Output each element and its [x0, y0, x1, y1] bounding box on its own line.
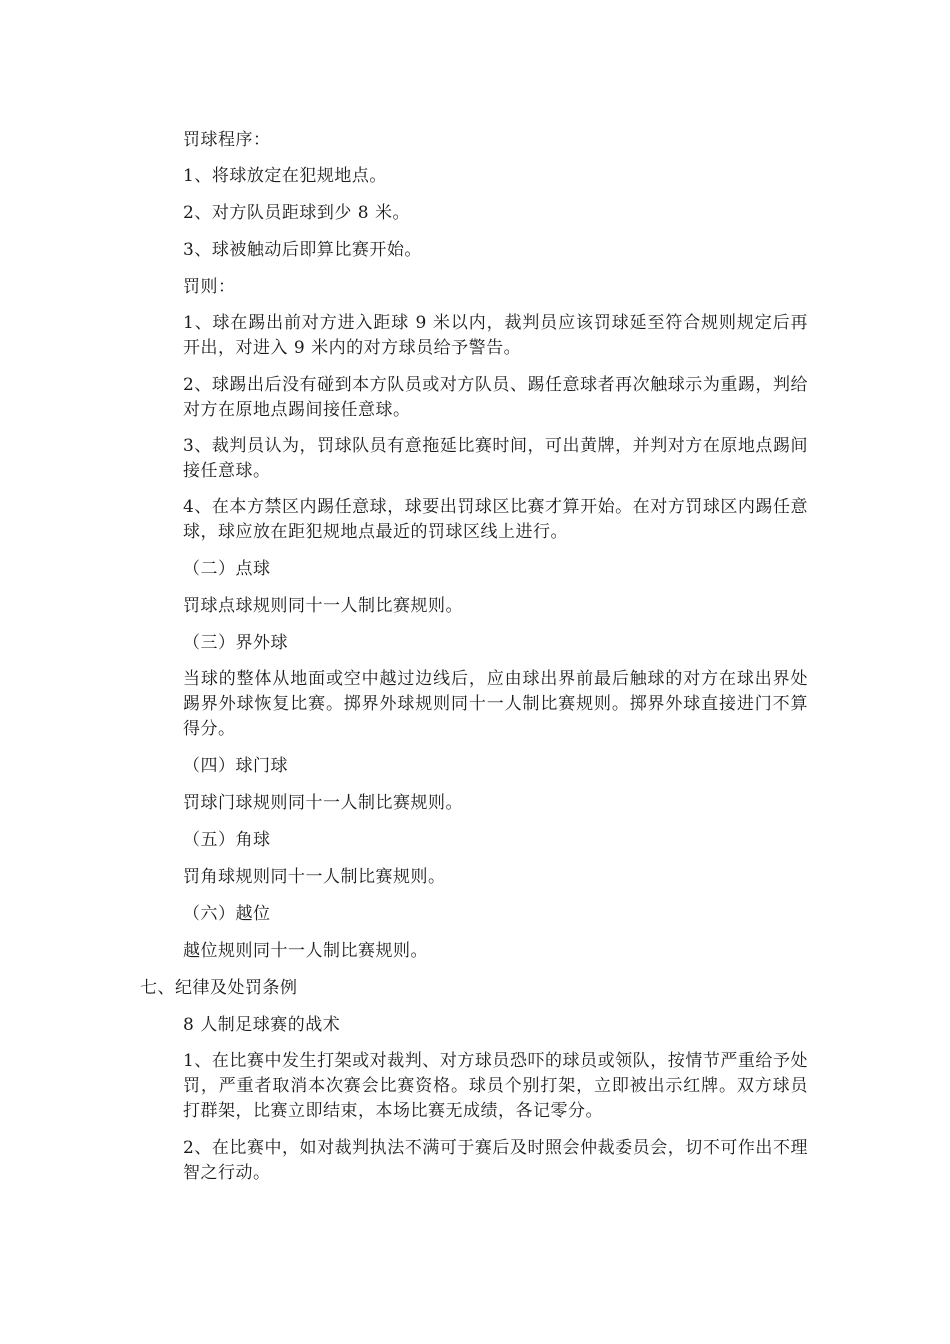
- subheading-corner-kick: （五）角球: [183, 830, 271, 850]
- paragraph: 8 人制足球赛的战术: [183, 1015, 341, 1035]
- paragraph: 4、在本方禁区内踢任意球，球要出罚球区比赛才算开始。在对方罚球区内踢任意球，球应放在距犯规地点最近的罚球区线上进行。: [183, 497, 808, 542]
- section-label-penalties: 罚则：: [183, 277, 236, 297]
- subheading-goal-kick: （四）球门球: [183, 756, 288, 776]
- paragraph: 1、将球放定在犯规地点。: [183, 166, 387, 186]
- paragraph: 3、裁判员认为，罚球队员有意拖延比赛时间，可出黄牌，并判对方在原地点踢间接任意球。: [183, 436, 808, 481]
- paragraph: 3、球被触动后即算比赛开始。: [183, 240, 422, 260]
- paragraph: 2、对方队员距球到少 8 米。: [183, 203, 410, 223]
- paragraph: 1、在比赛中发生打架或对裁判、对方球员恐吓的球员或领队，按情节严重给予处罚，严重者取消本次赛会比赛资格。球员个别打架，立即被出示红牌。双方球员打群架，比赛立即结束，本场比赛无成绩，各记零分。: [183, 1051, 808, 1121]
- paragraph: 罚角球规则同十一人制比赛规则。: [183, 867, 446, 887]
- paragraph: 罚球门球规则同十一人制比赛规则。: [183, 793, 463, 813]
- paragraph: 2、在比赛中，如对裁判执法不满可于赛后及时照会仲裁委员会，切不可作出不理智之行动。: [183, 1138, 808, 1183]
- paragraph: 当球的整体从地面或空中越过边线后，应由球出界前最后触球的对方在球出界处踢界外球恢复比赛。掷界外球规则同十一人制比赛规则。掷界外球直接进门不算得分。: [183, 669, 808, 739]
- section-heading-discipline: 七、纪律及处罚条例: [140, 978, 298, 998]
- subheading-offside: （六）越位: [183, 904, 271, 924]
- paragraph: 越位规则同十一人制比赛规则。: [183, 941, 428, 961]
- section-label-penalty-procedure: 罚球程序：: [183, 130, 271, 150]
- subheading-penalty-kick: （二）点球: [183, 559, 271, 579]
- subheading-throw-in: （三）界外球: [183, 633, 288, 653]
- paragraph: 1、球在踢出前对方进入距球 9 米以内，裁判员应该罚球延至符合规则规定后再开出，对进入 9 米内的对方球员给予警告。: [183, 313, 808, 358]
- paragraph: 2、球踢出后没有碰到本方队员或对方队员、踢任意球者再次触球示为重踢，判给对方在原地点踢间接任意球。: [183, 375, 808, 420]
- paragraph: 罚球点球规则同十一人制比赛规则。: [183, 596, 463, 616]
